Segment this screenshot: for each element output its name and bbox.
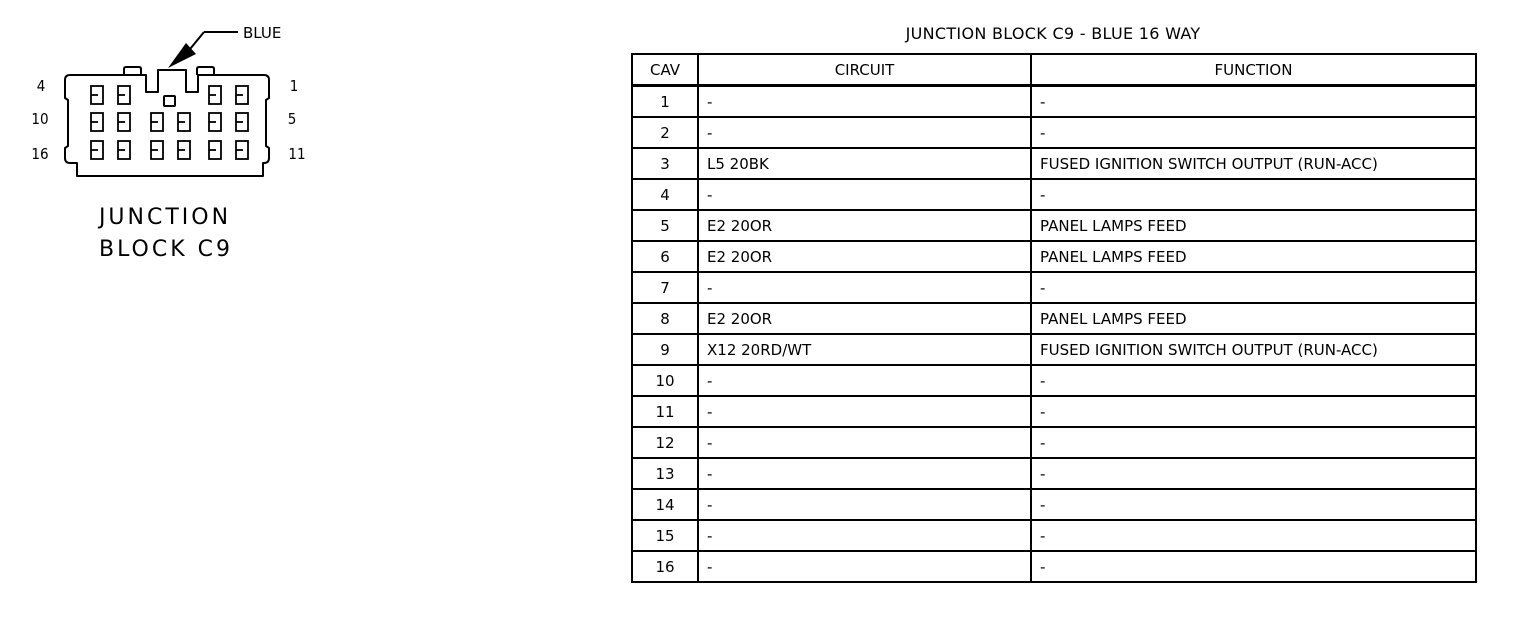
circuit-cell: E2 20OR <box>698 303 1031 334</box>
blue-callout-arrow <box>168 32 238 68</box>
table-row <box>632 427 1476 458</box>
cav-cell: 9 <box>632 334 698 365</box>
function-cell: PANEL LAMPS FEED <box>1031 241 1476 272</box>
table-row <box>632 520 1476 551</box>
cav-cell: 2 <box>632 117 698 148</box>
function-cell: - <box>1031 551 1476 582</box>
circuit-cell: E2 20OR <box>698 241 1031 272</box>
connector-latch-left <box>124 67 141 75</box>
table-row <box>632 489 1476 520</box>
function-cell: - <box>1031 272 1476 303</box>
circuit-cell: - <box>698 179 1031 210</box>
cav-cell: 15 <box>632 520 698 551</box>
pin-label-top-left: 4 <box>36 77 46 95</box>
cav-cell: 1 <box>632 86 698 118</box>
table-row <box>632 241 1476 272</box>
cav-cell: 11 <box>632 396 698 427</box>
pin-label-top-right: 1 <box>289 77 299 95</box>
pin-label-middle-right: 5 <box>287 110 297 128</box>
pin-label-middle-left: 10 <box>31 110 49 128</box>
function-cell: - <box>1031 458 1476 489</box>
cav-cell: 16 <box>632 551 698 582</box>
table-row <box>632 458 1476 489</box>
table-row <box>632 365 1476 396</box>
table-row <box>632 272 1476 303</box>
table-row <box>632 179 1476 210</box>
circuit-cell: E2 20OR <box>698 210 1031 241</box>
cav-cell: 4 <box>632 179 698 210</box>
function-cell: PANEL LAMPS FEED <box>1031 210 1476 241</box>
function-cell: - <box>1031 489 1476 520</box>
header-cav: CAV <box>632 54 698 86</box>
cav-cell: 3 <box>632 148 698 179</box>
circuit-cell: L5 20BK <box>698 148 1031 179</box>
connector-diagram <box>0 0 320 300</box>
table-row <box>632 117 1476 148</box>
table-row <box>632 148 1476 179</box>
header-function: FUNCTION <box>1031 54 1476 86</box>
function-cell: PANEL LAMPS FEED <box>1031 303 1476 334</box>
function-cell: - <box>1031 365 1476 396</box>
circuit-cell: - <box>698 86 1031 118</box>
table-title: JUNCTION BLOCK C9 - BLUE 16 WAY <box>905 24 1201 43</box>
connector-title-line2: BLOCK C9 <box>98 237 234 262</box>
cav-cell: 7 <box>632 272 698 303</box>
table-row <box>632 86 1476 118</box>
table-row <box>632 210 1476 241</box>
circuit-cell: X12 20RD/WT <box>698 334 1031 365</box>
function-cell: - <box>1031 117 1476 148</box>
circuit-cell: - <box>698 551 1031 582</box>
cavity-table <box>631 53 1477 583</box>
circuit-cell: - <box>698 117 1031 148</box>
pin-label-bottom-right: 11 <box>288 145 306 163</box>
cav-cell: 12 <box>632 427 698 458</box>
connector-title-line1: JUNCTION <box>98 205 232 230</box>
table-row <box>632 303 1476 334</box>
circuit-cell: - <box>698 458 1031 489</box>
circuit-cell: - <box>698 520 1031 551</box>
cav-cell: 10 <box>632 365 698 396</box>
function-cell: FUSED IGNITION SWITCH OUTPUT (RUN-ACC) <box>1031 148 1476 179</box>
table-row <box>632 334 1476 365</box>
circuit-cell: - <box>698 365 1031 396</box>
function-cell: - <box>1031 427 1476 458</box>
connector-polarizing-tab <box>164 96 175 106</box>
table-row <box>632 551 1476 582</box>
function-cell: - <box>1031 396 1476 427</box>
cav-cell: 8 <box>632 303 698 334</box>
connector-latch-right <box>197 67 214 75</box>
blue-callout-label: BLUE <box>243 24 282 42</box>
cav-cell: 13 <box>632 458 698 489</box>
circuit-cell: - <box>698 427 1031 458</box>
cav-cell: 14 <box>632 489 698 520</box>
pin-label-bottom-left: 16 <box>31 145 49 163</box>
circuit-cell: - <box>698 489 1031 520</box>
function-cell: - <box>1031 86 1476 118</box>
table-row <box>632 396 1476 427</box>
function-cell: - <box>1031 520 1476 551</box>
circuit-cell: - <box>698 272 1031 303</box>
cav-cell: 5 <box>632 210 698 241</box>
cav-cell: 6 <box>632 241 698 272</box>
circuit-cell: - <box>698 396 1031 427</box>
function-cell: - <box>1031 179 1476 210</box>
function-cell: FUSED IGNITION SWITCH OUTPUT (RUN-ACC) <box>1031 334 1476 365</box>
header-circuit: CIRCUIT <box>698 54 1031 86</box>
table-header-row <box>632 54 1476 86</box>
